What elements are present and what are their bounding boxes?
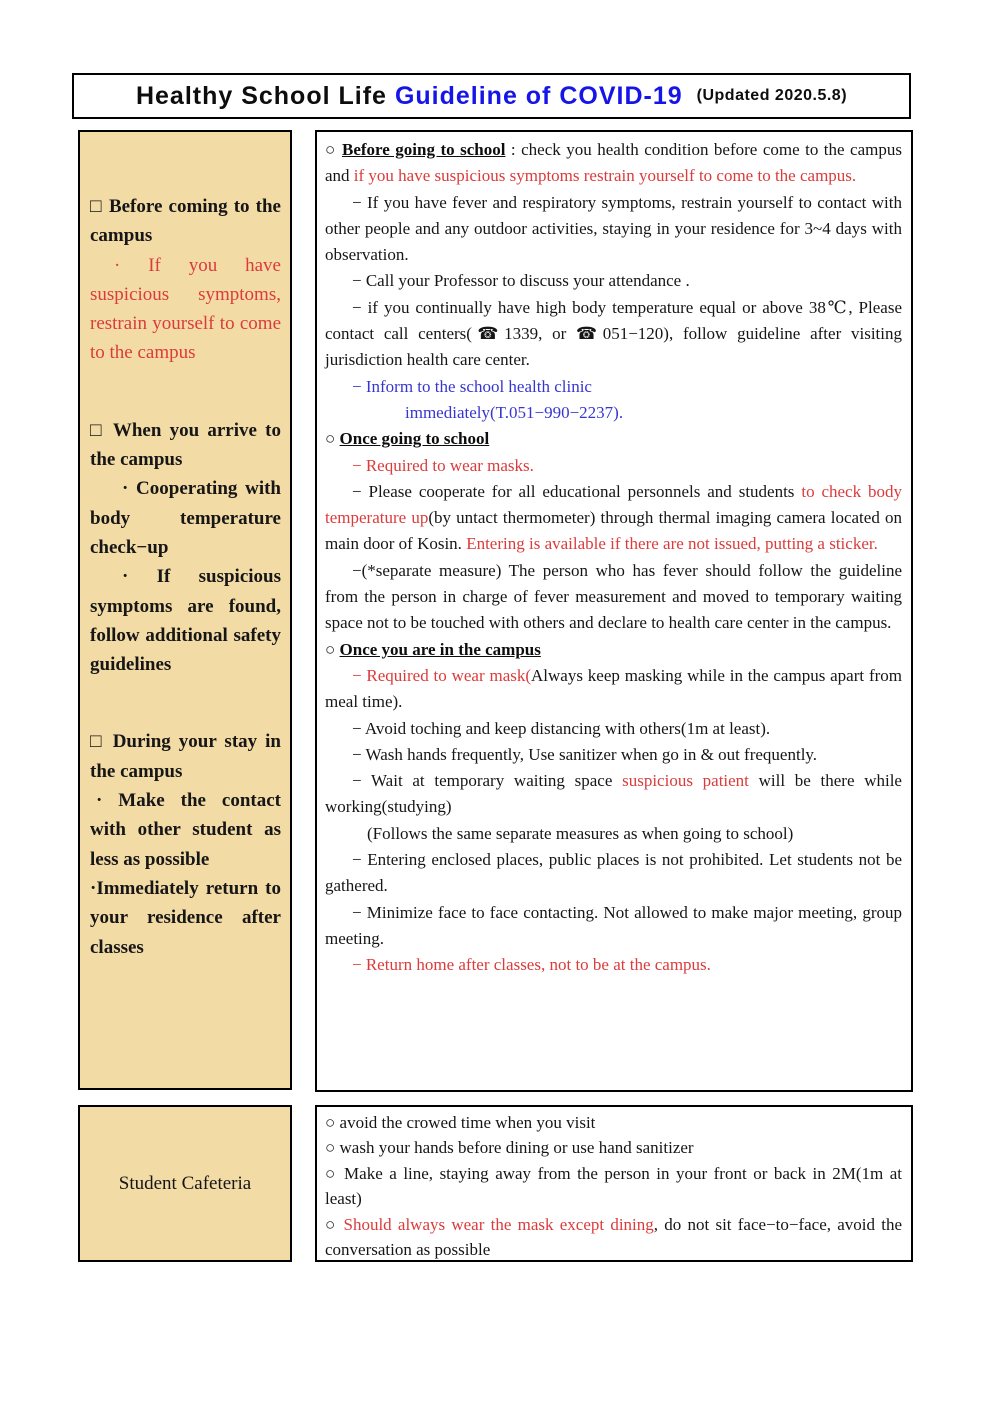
- paragraph: [325, 768, 902, 821]
- text-segment: : check you health condition before come to the campus and: [325, 140, 902, 186]
- title-highlight-text: Guideline of COVID-19: [394, 81, 683, 110]
- paragraph: [325, 637, 902, 663]
- text-segment: Always keep masking while in the campus apart from meal time).: [325, 665, 902, 712]
- text-segment: will be there while working(studying): [325, 771, 902, 817]
- text-segment: ○ wash your hands before dining or use hand sanitizer: [325, 1138, 694, 1158]
- paragraph: [325, 900, 902, 953]
- text-segment: □ Before coming to the campus: [90, 196, 281, 247]
- text-segment: − Wait at temporary waiting space: [352, 771, 623, 791]
- paragraph: [325, 558, 902, 637]
- text-segment: Once you are in the campus: [339, 639, 541, 659]
- text-segment: −(*separate measure) The person who has fever should follow the guideline from the person in charge of fever measurement and moved to temporary waiting space not to be touched with others and declare to health care center in the campus.: [325, 560, 902, 633]
- text-segment: Once going to school: [339, 429, 490, 449]
- guideline-content: [315, 130, 913, 1092]
- paragraph: [325, 426, 902, 452]
- text-segment: − Entering enclosed places, public places is not prohibited. Let students not be gathered.: [325, 850, 902, 896]
- text-segment: to check body temperature up: [325, 481, 903, 528]
- text-segment: Before going to school: [341, 140, 506, 159]
- paragraph: [325, 742, 902, 768]
- paragraph: [90, 874, 281, 962]
- paragraph: [325, 952, 902, 978]
- paragraph: [90, 251, 281, 368]
- text-segment: ○: [325, 639, 340, 659]
- text-segment: · Cooperating with body temperature check−up: [90, 478, 281, 558]
- text-segment: − Required to wear mask(: [352, 665, 532, 685]
- text-segment: − Inform to the school health clinic: [352, 376, 592, 396]
- text-segment: Should always wear the mask except dining: [343, 1214, 654, 1234]
- paragraph: [325, 1110, 902, 1135]
- paragraph: [325, 137, 902, 190]
- text-segment: □ During your stay in the campus: [90, 731, 281, 782]
- paragraph: [325, 716, 902, 742]
- text-segment: (Follows the same separate measures as when going to school): [367, 823, 794, 843]
- text-segment: □ When you arrive to the campus: [90, 419, 281, 471]
- text-segment: immediately(T.051−990−2237).: [405, 402, 624, 422]
- text-segment: (by untact thermometer) through thermal imaging camera located on main door of Kosin.: [325, 508, 902, 554]
- paragraph: [325, 1161, 902, 1212]
- paragraph: [325, 479, 902, 558]
- paragraph: [325, 453, 902, 479]
- text-segment: − Required to wear masks.: [352, 455, 534, 475]
- paragraph: [325, 821, 902, 847]
- text-segment: if you have suspicious symptoms restrain yourself to come to the campus.: [353, 166, 857, 186]
- text-segment: ○ avoid the crowed time when you visit: [325, 1113, 596, 1132]
- text-segment: − Call your Professor to discuss your attendance .: [352, 271, 690, 291]
- paragraph: [325, 295, 902, 374]
- text-segment: · If suspicious symptoms are found, follow additional safety guidelines: [90, 566, 281, 676]
- text-segment: ○: [325, 429, 340, 449]
- text-segment: suspicious patient: [622, 771, 749, 791]
- document-title: [72, 73, 911, 119]
- paragraph: [325, 190, 902, 269]
- paragraph: [90, 192, 281, 251]
- text-segment: − Minimize face to face contacting. Not allowed to make major meeting, group meeting.: [325, 902, 902, 948]
- paragraph: [90, 786, 281, 874]
- text-segment: ·Immediately return to your residence after classes: [90, 877, 281, 958]
- title-main-text: Healthy School Life: [135, 81, 387, 110]
- text-segment: ○: [325, 1214, 344, 1234]
- cafeteria-rules: [315, 1105, 913, 1262]
- title-updated-date: (Updated 2020.5.8): [696, 87, 848, 104]
- text-segment: · Make the contact with other student as less as possible: [90, 790, 281, 870]
- text-segment: − if you continually have high body temperature equal or above 38℃, Please contact call centers(☎1339, or ☎051−120), follow guideline after visiting jurisdiction health care center.: [325, 297, 902, 370]
- text-segment: − Avoid toching and keep distancing with others(1m at least).: [352, 718, 771, 738]
- paragraph: [325, 268, 902, 294]
- text-segment: − Please cooperate for all educational personnels and students: [352, 481, 802, 501]
- paragraph: [90, 562, 281, 679]
- paragraph: [325, 663, 902, 716]
- text-segment: , do not sit face−to−face, avoid the conversation as possible: [325, 1214, 902, 1260]
- text-segment: − Return home after classes, not to be at the campus.: [352, 955, 711, 975]
- text-segment: Entering is available if there are not issued, putting a sticker.: [466, 534, 878, 554]
- paragraph: [325, 1135, 902, 1160]
- sidebar-checklist: [78, 130, 292, 1090]
- text-segment: · If you have suspicious symptoms, restrain yourself to come to the campus: [90, 254, 281, 364]
- text-segment: ○: [325, 140, 342, 159]
- text-segment: − If you have fever and respiratory symptoms, restrain yourself to contact with other people and any outdoor activities, staying in your residence for 3~4 days with observation.: [325, 192, 902, 265]
- cafeteria-label-box: [78, 1105, 292, 1262]
- text-segment: − Wash hands frequently, Use sanitizer when go in & out frequently.: [352, 744, 818, 764]
- paragraph: [325, 847, 902, 900]
- paragraph: [90, 416, 281, 475]
- paragraph: [90, 474, 281, 562]
- paragraph: [325, 400, 902, 426]
- paragraph: [325, 374, 902, 400]
- cafeteria-label: Student Cafeteria: [118, 1172, 252, 1194]
- text-segment: ○ Make a line, staying away from the person in your front or back in 2M(1m at least): [325, 1163, 902, 1209]
- paragraph: [325, 1212, 902, 1262]
- paragraph: [90, 727, 281, 786]
